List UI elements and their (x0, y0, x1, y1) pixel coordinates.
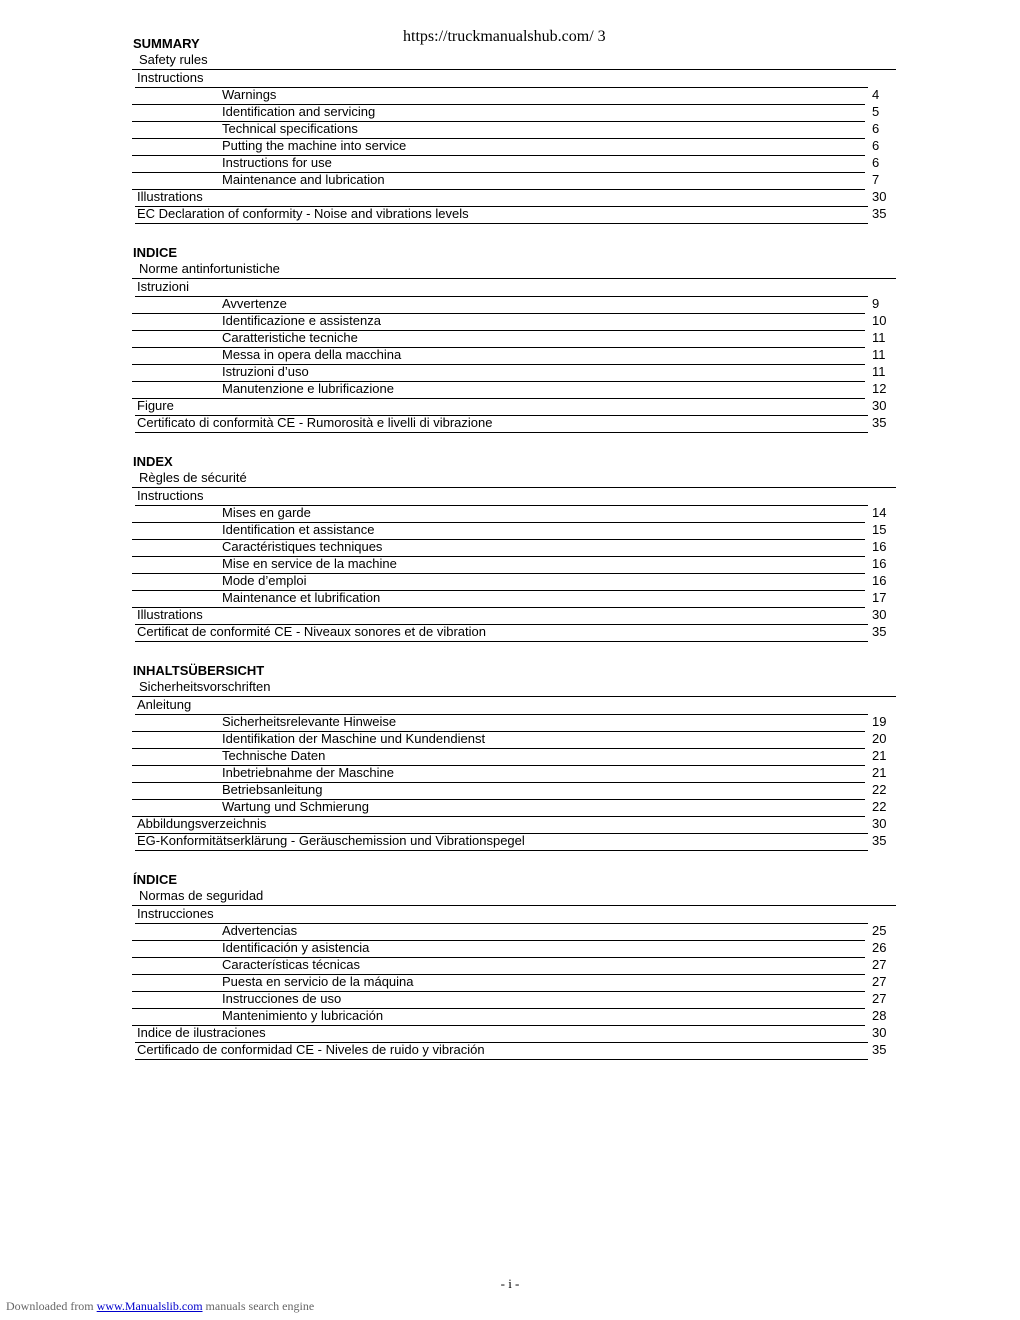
toc-entry (132, 940, 896, 957)
toc-entry-page: 11 (872, 330, 886, 345)
toc-entry-label: Maintenance and lubrication (222, 172, 385, 187)
download-notice (6, 1299, 314, 1314)
toc-entry (132, 991, 896, 1008)
toc-entry-page: 27 (872, 957, 887, 972)
toc-entry-page: 5 (872, 104, 880, 119)
toc-entry (132, 607, 896, 624)
toc-entry (132, 1025, 896, 1042)
toc-entry-page: 27 (872, 974, 887, 989)
toc-entry-label: Istruzioni (137, 279, 190, 294)
toc-entry (132, 364, 896, 381)
toc-entry-label: Caractéristiques techniques (222, 539, 383, 554)
toc-entry (132, 52, 896, 70)
toc-entry-label: Manutenzione e lubrificazione (222, 381, 394, 396)
toc-entry-page: 6 (872, 121, 880, 136)
manualslib-link[interactable]: www.Manualslib.com (96, 1299, 203, 1313)
toc-entry-label: Identification and servicing (222, 104, 376, 119)
toc-entry-label: Mantenimiento y lubricación (222, 1008, 384, 1023)
toc-entry (132, 104, 896, 121)
toc-entry-page: 16 (872, 539, 887, 554)
toc-entry (132, 522, 896, 539)
toc-section (132, 36, 896, 223)
toc-entry-label: Illustrations (137, 607, 203, 622)
toc-section (132, 245, 896, 432)
toc-entry (132, 70, 896, 87)
toc-entry (132, 87, 896, 104)
toc-entry-label: Istruzioni d’uso (222, 364, 309, 379)
toc-entry-label: Wartung und Schmierung (222, 799, 369, 814)
toc-entry-page: 12 (872, 381, 887, 396)
toc-entry (132, 833, 896, 850)
toc-entry-label: Caratteristiche tecniche (222, 330, 358, 345)
toc-entry-label: Abbildungsverzeichnis (137, 816, 267, 831)
toc-entry-label: Indice de ilustraciones (137, 1025, 266, 1040)
toc-entry-page: 22 (872, 782, 887, 797)
toc-entry-page: 21 (872, 748, 887, 763)
toc-entry (132, 1008, 896, 1025)
toc-entry (132, 279, 896, 296)
download-prefix: Downloaded from (6, 1299, 97, 1313)
toc-entry (132, 296, 896, 313)
toc-entry (132, 590, 896, 607)
toc-entry-label: Maintenance et lubrification (222, 590, 381, 605)
toc-entry-label: EC Declaration of conformity - Noise and vibrations levels (137, 206, 469, 221)
toc-entry-page: 35 (872, 833, 887, 848)
toc-entry-label: Instrucciones (137, 906, 214, 921)
toc-entry (132, 398, 896, 415)
toc-entry-label: Certificat de conformité CE - Niveaux sonores et de vibration (137, 624, 486, 639)
toc-entry (132, 505, 896, 522)
toc-entry-page: 19 (872, 714, 887, 729)
toc-entry-page: 21 (872, 765, 887, 780)
toc-entry (132, 381, 896, 398)
toc-entry-label: Identificación y asistencia (222, 940, 370, 955)
table-of-contents (132, 36, 896, 1081)
toc-entry-label: Puesta en servicio de la máquina (222, 974, 414, 989)
toc-entry-page: 25 (872, 923, 887, 938)
section-title: INDEX (133, 454, 173, 469)
toc-entry-page: 28 (872, 1008, 887, 1023)
toc-entry-label: Warnings (222, 87, 277, 102)
toc-entry (132, 189, 896, 206)
toc-entry-label: Putting the machine into service (222, 138, 407, 153)
toc-entry-page: 35 (872, 1042, 887, 1057)
toc-entry-page: 16 (872, 573, 887, 588)
download-suffix: manuals search engine (202, 1299, 315, 1313)
toc-entry (132, 906, 896, 923)
toc-entry-label: Mode d’emploi (222, 573, 307, 588)
toc-entry (132, 121, 896, 138)
toc-entry (132, 470, 896, 488)
toc-entry (132, 923, 896, 940)
toc-entry-label: Anleitung (137, 697, 192, 712)
toc-entry (132, 974, 896, 991)
toc-entry-page: 17 (872, 590, 887, 605)
toc-section (132, 663, 896, 850)
toc-entry-label: Sicherheitsrelevante Hinweise (222, 714, 397, 729)
toc-entry-page: 30 (872, 1025, 887, 1040)
toc-entry-page: 30 (872, 816, 887, 831)
section-title: INDICE (133, 245, 178, 260)
toc-entry-page: 26 (872, 940, 887, 955)
toc-entry (132, 172, 896, 189)
section-title: ÍNDICE (133, 872, 178, 887)
toc-entry-page: 30 (872, 398, 887, 413)
toc-entry-page: 27 (872, 991, 887, 1006)
toc-entry-label: Advertencias (222, 923, 298, 938)
toc-entry-page: 35 (872, 415, 887, 430)
toc-entry-label: Instructions (137, 488, 204, 503)
toc-entry-page: 7 (872, 172, 880, 187)
section-title: SUMMARY (133, 36, 200, 51)
toc-entry-label: EG-Konformitätserklärung - Geräuschemission und Vibrationspegel (137, 833, 525, 848)
toc-entry-page: 4 (872, 87, 880, 102)
toc-entry (132, 556, 896, 573)
toc-entry (132, 816, 896, 833)
toc-entry (132, 573, 896, 590)
toc-entry-page: 30 (872, 607, 887, 622)
toc-entry (132, 488, 896, 505)
toc-section (132, 454, 896, 641)
toc-entry-label: Technical specifications (222, 121, 358, 136)
toc-entry-label: Illustrations (137, 189, 203, 204)
toc-entry-label: Règles de sécurité (139, 470, 247, 485)
toc-entry-page: 14 (872, 505, 887, 520)
toc-entry (132, 714, 896, 731)
toc-entry-label: Figure (137, 398, 174, 413)
toc-entry (132, 313, 896, 330)
toc-entry (132, 138, 896, 155)
toc-entry (132, 206, 896, 223)
toc-entry (132, 957, 896, 974)
toc-entry-label: Betriebsanleitung (222, 782, 323, 797)
toc-entry (132, 731, 896, 748)
toc-entry-label: Sicherheitsvorschriften (139, 679, 271, 694)
toc-entry (132, 765, 896, 782)
toc-entry-label: Inbetriebnahme der Maschine (222, 765, 394, 780)
toc-entry-page: 35 (872, 624, 887, 639)
toc-entry-label: Certificado de conformidad CE - Niveles de ruido y vibración (137, 1042, 485, 1057)
toc-entry-label: Características técnicas (222, 957, 360, 972)
toc-entry-label: Mises en garde (222, 505, 311, 520)
toc-entry-page: 10 (872, 313, 887, 328)
toc-entry-label: Identificazione e assistenza (222, 313, 381, 328)
toc-entry-page: 16 (872, 556, 887, 571)
toc-entry-label: Norme antinfortunistiche (139, 261, 280, 276)
toc-entry (132, 782, 896, 799)
toc-entry-label: Technische Daten (222, 748, 326, 763)
toc-entry-page: 11 (872, 364, 886, 379)
toc-entry-label: Messa in opera della macchina (222, 347, 402, 362)
toc-entry (132, 679, 896, 697)
toc-entry-label: Mise en service de la machine (222, 556, 397, 571)
toc-entry-label: Identification et assistance (222, 522, 375, 537)
toc-entry-label: Identifikation der Maschine und Kundendienst (222, 731, 486, 746)
toc-entry-label: Instructions for use (222, 155, 332, 170)
page-number: - i - (500, 1276, 520, 1291)
toc-entry (132, 1042, 896, 1059)
toc-entry-page: 15 (872, 522, 887, 537)
toc-entry (132, 330, 896, 347)
section-title: INHALTSÜBERSICHT (133, 663, 265, 678)
toc-entry-label: Instrucciones de uso (222, 991, 342, 1006)
toc-entry-page: 11 (872, 347, 886, 362)
toc-entry-page: 30 (872, 189, 887, 204)
toc-entry (132, 347, 896, 364)
toc-entry (132, 415, 896, 432)
toc-entry (132, 539, 896, 556)
toc-entry-label: Instructions (137, 70, 204, 85)
toc-entry (132, 697, 896, 714)
toc-entry (132, 261, 896, 279)
toc-entry (132, 799, 896, 816)
header-url: https://truckmanualshub.com/ 3 (403, 28, 606, 45)
toc-entry-page: 9 (872, 296, 880, 311)
toc-entry-page: 20 (872, 731, 887, 746)
toc-entry-page: 22 (872, 799, 887, 814)
toc-entry-page: 6 (872, 155, 880, 170)
toc-entry-label: Avvertenze (222, 296, 287, 311)
toc-entry-label: Safety rules (139, 52, 208, 67)
toc-section (132, 872, 896, 1059)
toc-sections (132, 36, 896, 1059)
toc-entry (132, 624, 896, 641)
toc-entry-label: Normas de seguridad (139, 888, 264, 903)
toc-entry-label: Certificato di conformità CE - Rumorosità e livelli di vibrazione (137, 415, 493, 430)
toc-entry (132, 888, 896, 906)
toc-entry-page: 6 (872, 138, 880, 153)
toc-entry (132, 155, 896, 172)
toc-entry-page: 35 (872, 206, 887, 221)
toc-entry (132, 748, 896, 765)
